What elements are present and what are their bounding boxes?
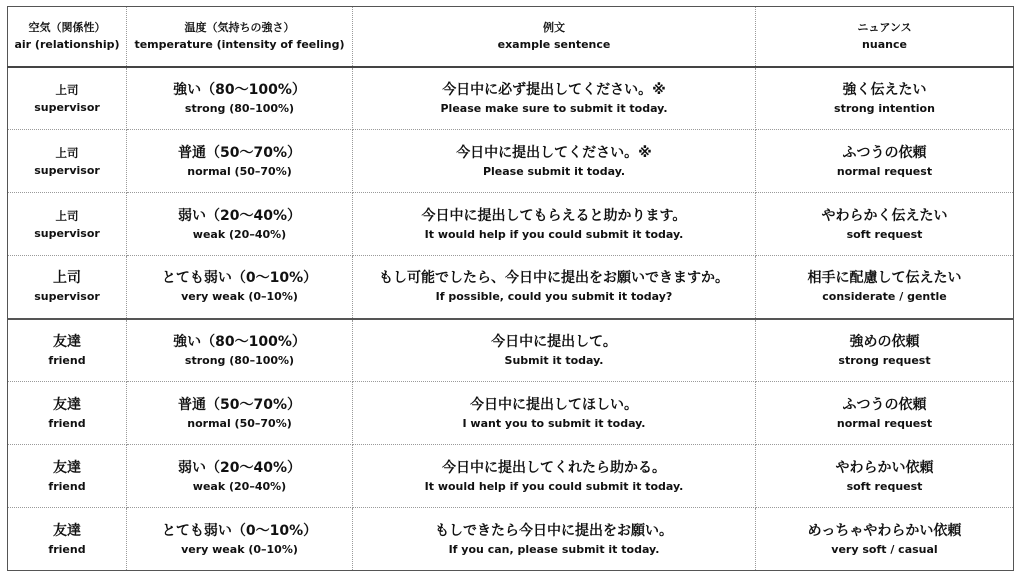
air-en: friend	[48, 479, 86, 493]
cell-air	[8, 445, 127, 508]
cell-air	[8, 382, 127, 445]
cell-temperature	[127, 445, 353, 508]
nuance-jp: 相手に配慮して伝えたい	[807, 270, 962, 287]
temperature-jp: 普通（50〜70%）	[178, 144, 301, 161]
table-row	[8, 130, 1014, 193]
table-row	[8, 67, 1014, 130]
header-nuance-jp: ニュアンス	[857, 21, 912, 35]
header-air-en: air (relationship)	[14, 38, 120, 52]
air-jp: 友達	[53, 522, 81, 539]
header-nuance	[756, 7, 1014, 67]
example-jp: もし可能でしたら、今日中に提出をお願いできますか。	[379, 270, 729, 287]
nuance-en: soft request	[846, 479, 923, 493]
cell-example	[353, 256, 756, 319]
temperature-jp: 強い（80〜100%）	[173, 81, 306, 98]
politeness-table	[7, 6, 1014, 571]
example-en: If possible, could you submit it today?	[435, 290, 673, 304]
cell-temperature	[127, 130, 353, 193]
cell-temperature	[127, 256, 353, 319]
air-jp: 友達	[53, 333, 81, 350]
temperature-jp: とても弱い（0〜10%）	[161, 270, 318, 287]
example-jp: もしできたら今日中に提出をお願い。	[435, 522, 673, 539]
temperature-en: normal (50–70%)	[187, 416, 292, 430]
header-nuance-en: nuance	[862, 38, 907, 52]
nuance-en: considerate / gentle	[822, 290, 947, 304]
example-jp: 今日中に提出してもらえると助かります。	[421, 207, 687, 224]
example-en: Please submit it today.	[482, 164, 626, 178]
nuance-en: strong intention	[834, 101, 935, 115]
cell-example	[353, 67, 756, 130]
example-en: I want you to submit it today.	[462, 416, 646, 430]
header-temperature-en: temperature (intensity of feeling)	[134, 38, 345, 52]
air-jp: 友達	[53, 459, 81, 476]
air-en: friend	[48, 542, 86, 556]
air-jp: 上司	[53, 270, 81, 287]
air-en: supervisor	[34, 290, 100, 304]
politeness-table-container	[7, 6, 1013, 571]
temperature-en: very weak (0–10%)	[181, 290, 298, 304]
cell-example	[353, 130, 756, 193]
air-jp: 上司	[55, 145, 79, 160]
example-en: Please make sure to submit it today.	[440, 101, 668, 115]
nuance-jp: やわらかい依頼	[835, 459, 934, 476]
cell-air	[8, 256, 127, 319]
cell-air	[8, 319, 127, 382]
temperature-jp: 強い（80〜100%）	[173, 333, 306, 350]
cell-temperature	[127, 319, 353, 382]
cell-air	[8, 508, 127, 571]
header-row	[8, 7, 1014, 67]
example-en: It would help if you could submit it today.	[424, 479, 684, 493]
example-en: Submit it today.	[504, 353, 604, 367]
cell-nuance	[756, 319, 1014, 382]
cell-temperature	[127, 382, 353, 445]
header-example-jp: 例文	[543, 21, 565, 35]
table-row	[8, 319, 1014, 382]
example-en: It would help if you could submit it today.	[424, 227, 684, 241]
example-jp: 今日中に提出してくれたら助かる。	[442, 459, 666, 476]
air-jp: 友達	[53, 396, 81, 413]
table-body	[8, 67, 1014, 571]
table-header	[8, 7, 1014, 67]
nuance-jp: ふつうの依頼	[842, 396, 927, 413]
nuance-jp: やわらかく伝えたい	[821, 207, 948, 224]
nuance-jp: 強く伝えたい	[842, 81, 927, 98]
example-jp: 今日中に提出してください。※	[456, 144, 652, 161]
nuance-en: normal request	[836, 416, 933, 430]
table-row	[8, 193, 1014, 256]
temperature-jp: 弱い（20〜40%）	[178, 459, 301, 476]
cell-nuance	[756, 445, 1014, 508]
example-en: If you can, please submit it today.	[448, 542, 660, 556]
air-en: friend	[48, 353, 86, 367]
table-row	[8, 382, 1014, 445]
example-jp: 今日中に提出して。	[491, 333, 617, 350]
temperature-jp: 弱い（20〜40%）	[178, 207, 301, 224]
cell-temperature	[127, 508, 353, 571]
nuance-jp: ふつうの依頼	[842, 144, 927, 161]
table-row	[8, 256, 1014, 319]
header-example-en: example sentence	[497, 38, 611, 52]
temperature-en: strong (80–100%)	[184, 353, 295, 367]
air-en: supervisor	[34, 226, 100, 240]
table-row	[8, 508, 1014, 571]
cell-nuance	[756, 193, 1014, 256]
temperature-en: strong (80–100%)	[184, 101, 295, 115]
cell-air	[8, 193, 127, 256]
air-en: supervisor	[34, 100, 100, 114]
cell-nuance	[756, 130, 1014, 193]
nuance-en: very soft / casual	[831, 542, 938, 556]
cell-temperature	[127, 67, 353, 130]
cell-example	[353, 508, 756, 571]
cell-example	[353, 382, 756, 445]
temperature-jp: とても弱い（0〜10%）	[161, 522, 318, 539]
nuance-en: normal request	[836, 164, 933, 178]
air-en: friend	[48, 416, 86, 430]
header-air-jp: 空気（関係性）	[28, 21, 106, 35]
air-jp: 上司	[55, 82, 79, 97]
example-jp: 今日中に提出してほしい。	[470, 396, 638, 413]
cell-nuance	[756, 67, 1014, 130]
example-jp: 今日中に必ず提出してください。※	[442, 81, 666, 98]
cell-nuance	[756, 256, 1014, 319]
temperature-en: weak (20–40%)	[192, 227, 287, 241]
air-en: supervisor	[34, 163, 100, 177]
cell-nuance	[756, 508, 1014, 571]
cell-temperature	[127, 193, 353, 256]
cell-nuance	[756, 382, 1014, 445]
temperature-en: very weak (0–10%)	[181, 542, 298, 556]
header-temperature	[127, 7, 353, 67]
table-row	[8, 445, 1014, 508]
header-example	[353, 7, 756, 67]
cell-example	[353, 193, 756, 256]
cell-example	[353, 445, 756, 508]
header-air	[8, 7, 127, 67]
air-jp: 上司	[55, 208, 79, 223]
nuance-jp: 強めの依頼	[849, 333, 920, 350]
nuance-en: soft request	[846, 227, 923, 241]
cell-air	[8, 67, 127, 130]
temperature-en: normal (50–70%)	[187, 164, 292, 178]
header-temperature-jp: 温度（気持ちの強さ）	[184, 21, 295, 35]
nuance-jp: めっちゃやわらかい依頼	[807, 522, 962, 539]
nuance-en: strong request	[838, 353, 931, 367]
temperature-jp: 普通（50〜70%）	[178, 396, 301, 413]
cell-air	[8, 130, 127, 193]
cell-example	[353, 319, 756, 382]
temperature-en: weak (20–40%)	[192, 479, 287, 493]
